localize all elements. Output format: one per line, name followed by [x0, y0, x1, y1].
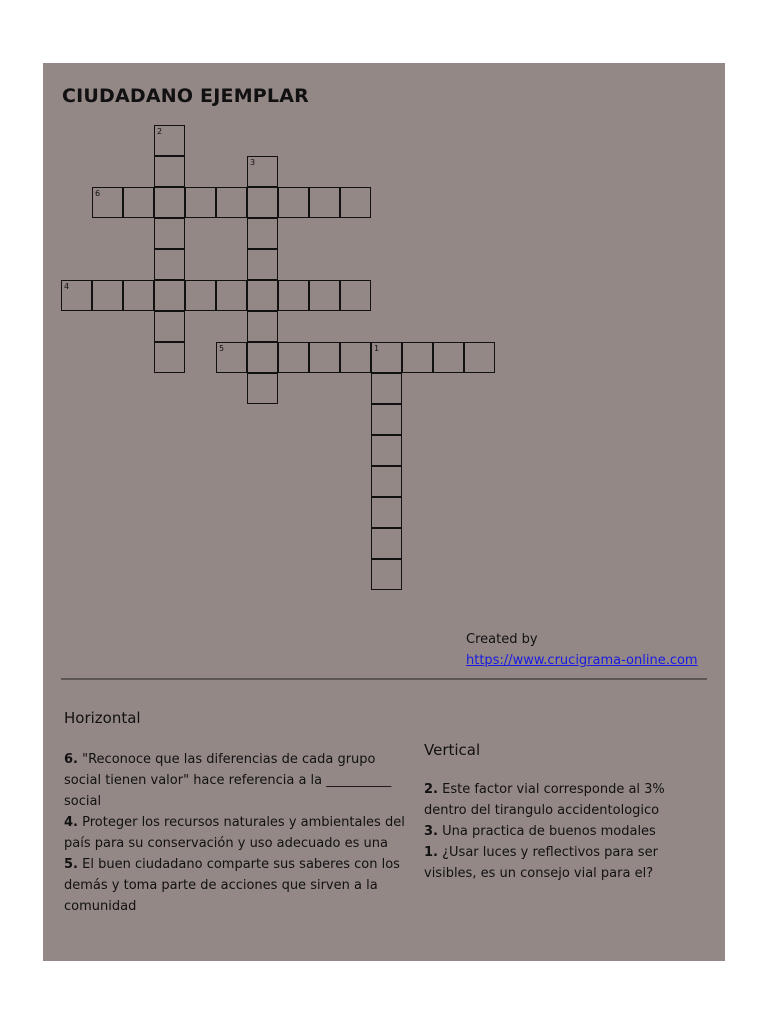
grid-cell[interactable]: [247, 342, 278, 373]
grid-cell[interactable]: [154, 218, 185, 249]
credit-link[interactable]: https://www.crucigrama-online.com: [466, 653, 698, 668]
clue-number: 6.: [64, 752, 78, 767]
cell-number: 5: [219, 344, 225, 353]
horizontal-clue-list: [64, 749, 414, 917]
grid-cell[interactable]: [216, 342, 247, 373]
grid-cell[interactable]: [247, 249, 278, 280]
cell-number: 3: [250, 158, 256, 167]
grid-cell[interactable]: [371, 373, 402, 404]
clue-number: 2.: [424, 782, 438, 797]
grid-cell[interactable]: [154, 125, 185, 156]
grid-cell[interactable]: [247, 187, 278, 218]
grid-cell[interactable]: [247, 280, 278, 311]
grid-cell[interactable]: [247, 373, 278, 404]
grid-cell[interactable]: [340, 342, 371, 373]
grid-cell[interactable]: [247, 218, 278, 249]
section-divider: [61, 678, 707, 680]
clue-vertical-3: [424, 821, 684, 842]
grid-cell[interactable]: [154, 187, 185, 218]
grid-cell[interactable]: [154, 156, 185, 187]
grid-cell[interactable]: [278, 280, 309, 311]
grid-cell[interactable]: [92, 187, 123, 218]
clue-horizontal-4: [64, 812, 414, 854]
clue-text: "Reconoce que las diferencias de cada grupo social tienen valor" hace referencia a la __________ social: [64, 752, 392, 809]
vertical-heading: Vertical: [424, 741, 481, 759]
cell-number: 1: [374, 344, 380, 353]
clue-horizontal-5: [64, 854, 414, 917]
grid-cell[interactable]: [154, 249, 185, 280]
crossword-grid: [43, 63, 725, 623]
clue-vertical-2: [424, 779, 684, 821]
grid-cell[interactable]: [371, 404, 402, 435]
grid-cell[interactable]: [371, 559, 402, 590]
clue-number: 3.: [424, 824, 438, 839]
vertical-clue-list: [424, 779, 684, 884]
grid-cell[interactable]: [154, 342, 185, 373]
grid-cell[interactable]: [278, 187, 309, 218]
clue-text: Este factor vial corresponde al 3% dentro del tirangulo accidentologico: [424, 782, 665, 818]
grid-cell[interactable]: [402, 342, 433, 373]
clue-number: 1.: [424, 845, 438, 860]
grid-cell[interactable]: [340, 187, 371, 218]
clue-number: 4.: [64, 815, 78, 830]
clue-vertical-1: [424, 842, 684, 884]
clue-text: El buen ciudadano comparte sus saberes con los demás y toma parte de acciones que sirven a la comunidad: [64, 857, 400, 914]
grid-cell[interactable]: [309, 187, 340, 218]
clue-text: Proteger los recursos naturales y ambientales del país para su conservación y uso adecuado es una: [64, 815, 405, 851]
cell-number: 2: [157, 127, 163, 136]
grid-cell[interactable]: [61, 280, 92, 311]
grid-cell[interactable]: [185, 280, 216, 311]
grid-cell[interactable]: [216, 187, 247, 218]
cell-number: 4: [64, 282, 70, 291]
grid-cell[interactable]: [123, 187, 154, 218]
grid-cell[interactable]: [247, 156, 278, 187]
crossword-sheet: [43, 63, 725, 961]
grid-cell[interactable]: [464, 342, 495, 373]
grid-cell[interactable]: [371, 497, 402, 528]
clue-text: Una practica de buenos modales: [442, 824, 656, 839]
clue-text: ¿Usar luces y reflectivos para ser visibles, es un consejo vial para el?: [424, 845, 658, 881]
grid-cell[interactable]: [154, 280, 185, 311]
cell-number: 6: [95, 189, 101, 198]
clue-horizontal-6: [64, 749, 414, 812]
grid-cell[interactable]: [371, 528, 402, 559]
grid-cell[interactable]: [154, 311, 185, 342]
credit-block: [466, 629, 698, 671]
grid-cell[interactable]: [278, 342, 309, 373]
credit-label: Created by: [466, 632, 538, 647]
grid-cell[interactable]: [216, 280, 247, 311]
horizontal-heading: Horizontal: [64, 709, 141, 727]
grid-cell[interactable]: [309, 280, 340, 311]
grid-cell[interactable]: [371, 435, 402, 466]
grid-cell[interactable]: [371, 342, 402, 373]
grid-cell[interactable]: [92, 280, 123, 311]
grid-cell[interactable]: [309, 342, 340, 373]
grid-cell[interactable]: [185, 187, 216, 218]
grid-cell[interactable]: [123, 280, 154, 311]
grid-cell[interactable]: [433, 342, 464, 373]
clue-number: 5.: [64, 857, 78, 872]
grid-cell[interactable]: [371, 466, 402, 497]
puzzle-title: CIUDADANO EJEMPLAR: [62, 85, 309, 107]
grid-cell[interactable]: [247, 311, 278, 342]
grid-cell[interactable]: [340, 280, 371, 311]
